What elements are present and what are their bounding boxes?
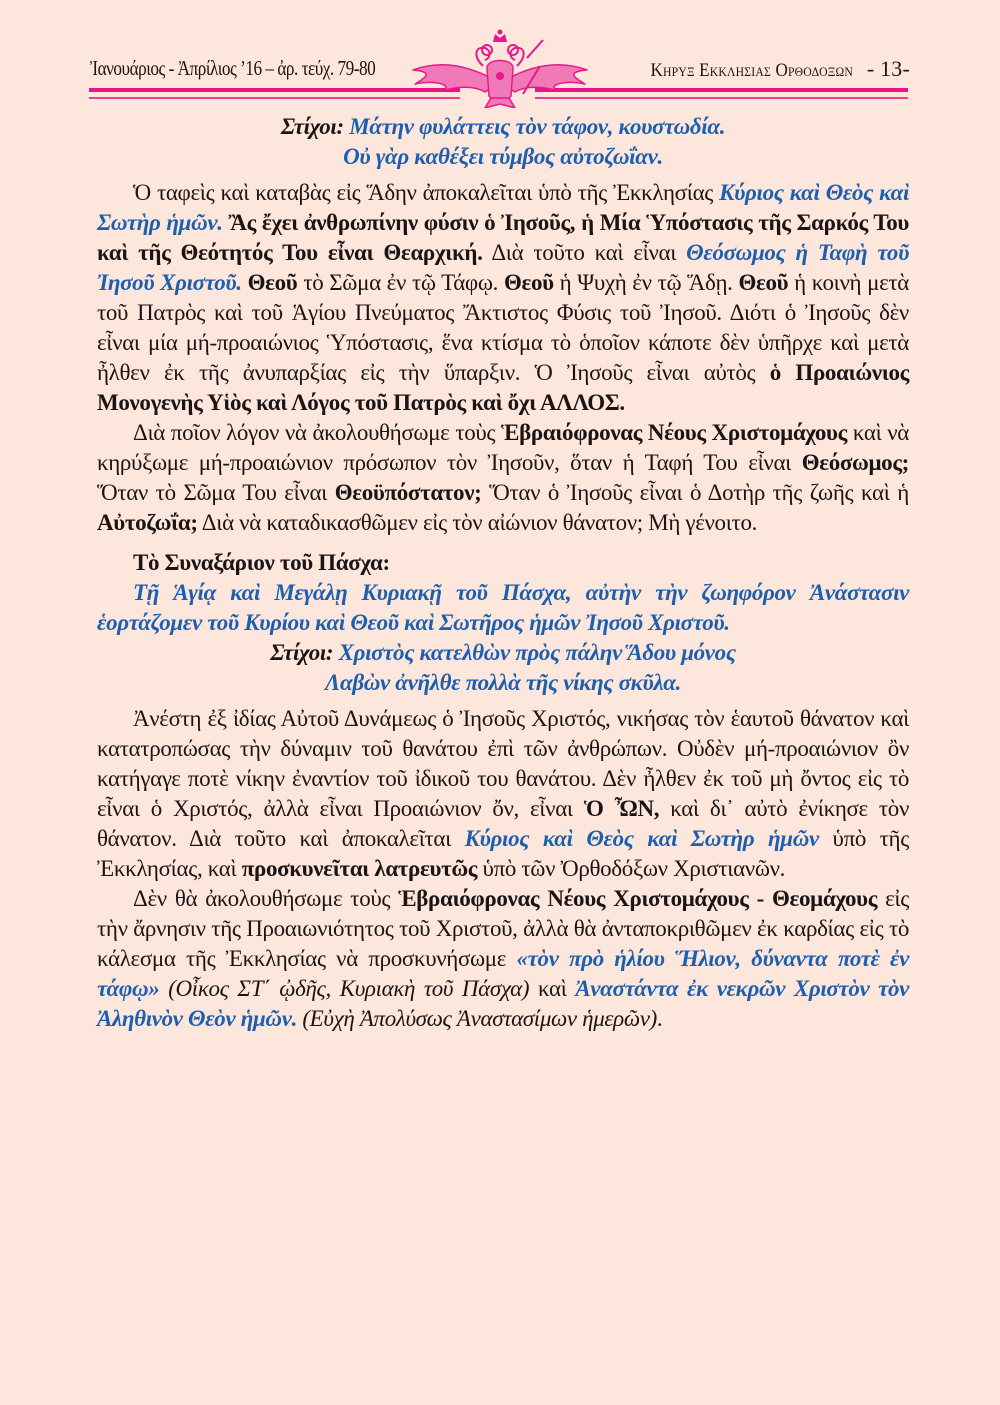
verse-text: Μάτην φυλάττεις τὸν τάφον, κουστωδία. bbox=[349, 114, 726, 139]
text-run: Δὲν θὰ ἀκολουθήσωμε τοὺς bbox=[133, 886, 399, 911]
text-run: Ὅταν ὁ Ἰησοῦς εἶναι ὁ Δοτὴρ τῆς ζωῆς καὶ ἡ bbox=[481, 480, 909, 505]
text-run: ἡ Ψυχὴ ἐν τῷ Ἅδῃ. bbox=[553, 270, 739, 295]
paragraph bbox=[97, 418, 909, 538]
verse-block-1 bbox=[97, 112, 909, 172]
bold-text: Ἑβραιόφρονας Νέους Χριστομάχους bbox=[500, 420, 848, 445]
text-run: Ὁ ταφεὶς καὶ καταβὰς εἰς Ἅδην ἀποκαλεῖται ὑπὸ τῆς Ἐκκλησίας bbox=[133, 180, 720, 205]
text-run: ὑπὸ τῆς Ἐκκλησίας, καὶ bbox=[97, 826, 909, 881]
journal-title: Κηρυξ Εκκλησιας Ορθοδοξων bbox=[650, 60, 853, 81]
section-heading: Τὸ Συναξάριον τοῦ Πάσχα: bbox=[133, 550, 390, 575]
verse-line bbox=[97, 142, 909, 172]
verse-text: Λαβὼν ἀνῆλθε πολλὰ τῆς νίκης σκῦλα. bbox=[324, 670, 682, 695]
double-headed-eagle-icon bbox=[405, 28, 595, 108]
bold-text: Θεοῦ bbox=[503, 270, 554, 295]
text-run: καὶ δι᾽ αὐτὸ ἐνίκησε τὸν θάνατον. Διὰ τοῦτο καὶ ἀποκαλεῖται bbox=[97, 796, 909, 851]
issue-info: Ἰανουάριος - Ἀπρίλιος ’16 – ἀρ. τεύχ. 79-80 bbox=[90, 56, 376, 80]
verse-line bbox=[97, 638, 909, 668]
verse-label: Στίχοι: bbox=[270, 640, 334, 665]
text-run: Διὰ τοῦτο καὶ εἶναι bbox=[482, 240, 687, 265]
bold-text: Ἑβραιόφρονας Νέους Χριστομάχους - Θεομάχους bbox=[398, 886, 878, 911]
verse-label: Στίχοι: bbox=[280, 114, 344, 139]
article-body bbox=[97, 112, 909, 1034]
paragraph bbox=[97, 178, 909, 418]
text-run: καὶ bbox=[529, 976, 576, 1001]
highlight-text: «τὸν πρὸ ἡλίου Ἥλιον, δύναντα ποτὲ ἐν τάφῳ» bbox=[97, 946, 910, 1001]
verse-block-2 bbox=[97, 638, 909, 698]
text-run: Διὰ νὰ καταδικασθῶμεν εἰς τὸν αἰώνιον θάνατον; Μὴ γένοιτο. bbox=[197, 510, 757, 535]
bold-text: Θεόσωμος; bbox=[801, 450, 909, 475]
journal-title-and-page bbox=[628, 56, 910, 82]
verse-text: Χριστὸς κατελθὼν πρὸς πάλην Ἅδου μόνος bbox=[338, 640, 736, 665]
bold-text: προσκυνεῖται λατρευτῶς bbox=[241, 856, 478, 881]
bold-text: ὁ Προαιώνιος Μονογενὴς Υἱὸς καὶ Λόγος τοῦ Πατρὸς καὶ ὄχι ΑΛΛΟΣ. bbox=[97, 360, 909, 415]
page-header bbox=[0, 0, 1000, 110]
text-run: . bbox=[656, 1006, 663, 1031]
paragraph bbox=[97, 578, 909, 638]
bold-text: Ἂς ἔχει ἀνθρωπίνην φύσιν ὁ Ἰησοῦς, ἡ Μία Ὑπόστασις τῆς Σαρκός Του καὶ τῆς Θεότητός Του εἶναι Θεαρχική. bbox=[97, 210, 910, 265]
page-number: - 13- bbox=[866, 56, 910, 81]
paragraph bbox=[97, 884, 909, 1034]
text-run: ἡ κοινὴ μετὰ τοῦ Πατρὸς καὶ τοῦ Ἁγίου Πνεύματος Ἄκτιστος Φύσις τοῦ Ἰησοῦ. Διότι ὁ Ἰησοῦς δὲν εἶναι μία μή-προαιώνιος Ὑπόστασις, ἕνα κτίσμα τὸ ὁποῖον κάποτε δὲν ὑπῆρχε καὶ μετὰ ἦλθεν ἐκ τῆς ἀνυπαρξίας εἰς τὴν ὕπαρξιν. Ὁ Ἰησοῦς εἶναι αὐτὸς bbox=[97, 270, 909, 385]
highlight-text: Κύριος καὶ Θεὸς καὶ Σωτὴρ ἡμῶν. bbox=[97, 180, 909, 235]
text-run: Ἀνέστη ἐξ ἰδίας Αὐτοῦ Δυνάμεως ὁ Ἰησοῦς Χριστός, νικήσας τὸν ἑαυτοῦ θάνατον καὶ κατατροπώσας τὴν δύναμιν τοῦ θανάτου ἐπὶ τῶν ἀνθρώπων. Οὐδὲν μή-προαιώνιον ὂν κατήγαγε ποτὲ νίκην ἐναντίον τοῦ ἰδικοῦ του θανάτου. Δὲν ἦλθεν ἐκ τοῦ μὴ ὄντος εἰς τὸ εἶναι ὁ Χριστός, ἀλλὰ εἶναι Προαιώνιον ὄν, εἶναι bbox=[97, 706, 909, 821]
citation-text: (Εὐχὴ Ἀπολύσως Ἀναστασίμων ἡμερῶν) bbox=[302, 1006, 657, 1031]
verse-text: Οὐ γὰρ καθέξει τύμβος αὐτοζωΐαν. bbox=[343, 144, 663, 169]
highlight-text: Ἀναστάντα ἐκ νεκρῶν Χριστὸν τὸν Ἀληθινὸν Θεὸν ἡμῶν. bbox=[97, 976, 909, 1031]
verse-line bbox=[97, 112, 909, 142]
text-run: ὑπὸ τῶν Ὀρθοδόξων Χριστιανῶν. bbox=[477, 856, 786, 881]
paragraph bbox=[97, 704, 909, 884]
citation-text: (Οἶκος ΣΤ΄ ᾠδῆς, Κυριακὴ τοῦ Πάσχα) bbox=[159, 976, 530, 1001]
highlight-text: Τῇ Ἁγίᾳ καὶ Μεγάλῃ Κυριακῇ τοῦ Πάσχα, αὐτὴν τὴν ζωηφόρον Ἀνάστασιν ἑορτάζομεν τοῦ Κυρίου καὶ Θεοῦ καὶ Σωτῆρος ἡμῶν Ἰησοῦ Χριστοῦ. bbox=[97, 580, 909, 635]
text-run: τὸ Σῶμα ἐν τῷ Τάφῳ. bbox=[297, 270, 504, 295]
text-run: Διὰ ποῖον λόγον νὰ ἀκολουθήσωμε τοὺς bbox=[133, 420, 501, 445]
bold-text: Ὁ ὮΝ, bbox=[583, 796, 660, 821]
bold-text: Θεοῦ bbox=[247, 270, 298, 295]
verse-line bbox=[97, 668, 909, 698]
text-run: Ὅταν τὸ Σῶμα Του εἶναι bbox=[97, 480, 335, 505]
bold-text: Αὐτοζωΐα; bbox=[97, 510, 198, 535]
highlight-text: Κύριος καὶ Θεὸς καὶ Σωτὴρ ἡμῶν bbox=[464, 826, 819, 851]
text-run: εἰς τὴν ἄρνησιν τῆς Προαιωνιότητος τοῦ Χριστοῦ, ἀλλὰ θὰ ἀνταποκριθῶμεν ἐκ καρδίας εἰς τὸ κάλεσμα τῆς Ἐκκλησίας νὰ προσκυνήσωμε bbox=[97, 886, 909, 971]
text-run: καὶ νὰ κηρύξωμε μή-προαιώνιον πρόσωπον τὸν Ἰησοῦν, ὅταν ἡ Ταφή Του εἶναι bbox=[97, 420, 909, 475]
highlight-text: Θεόσωμος ἡ Ταφὴ τοῦ Ἰησοῦ Χριστοῦ. bbox=[97, 240, 909, 295]
bold-text: Θεοῦ bbox=[738, 270, 789, 295]
bold-text: Θεοϋπόστατον; bbox=[334, 480, 482, 505]
